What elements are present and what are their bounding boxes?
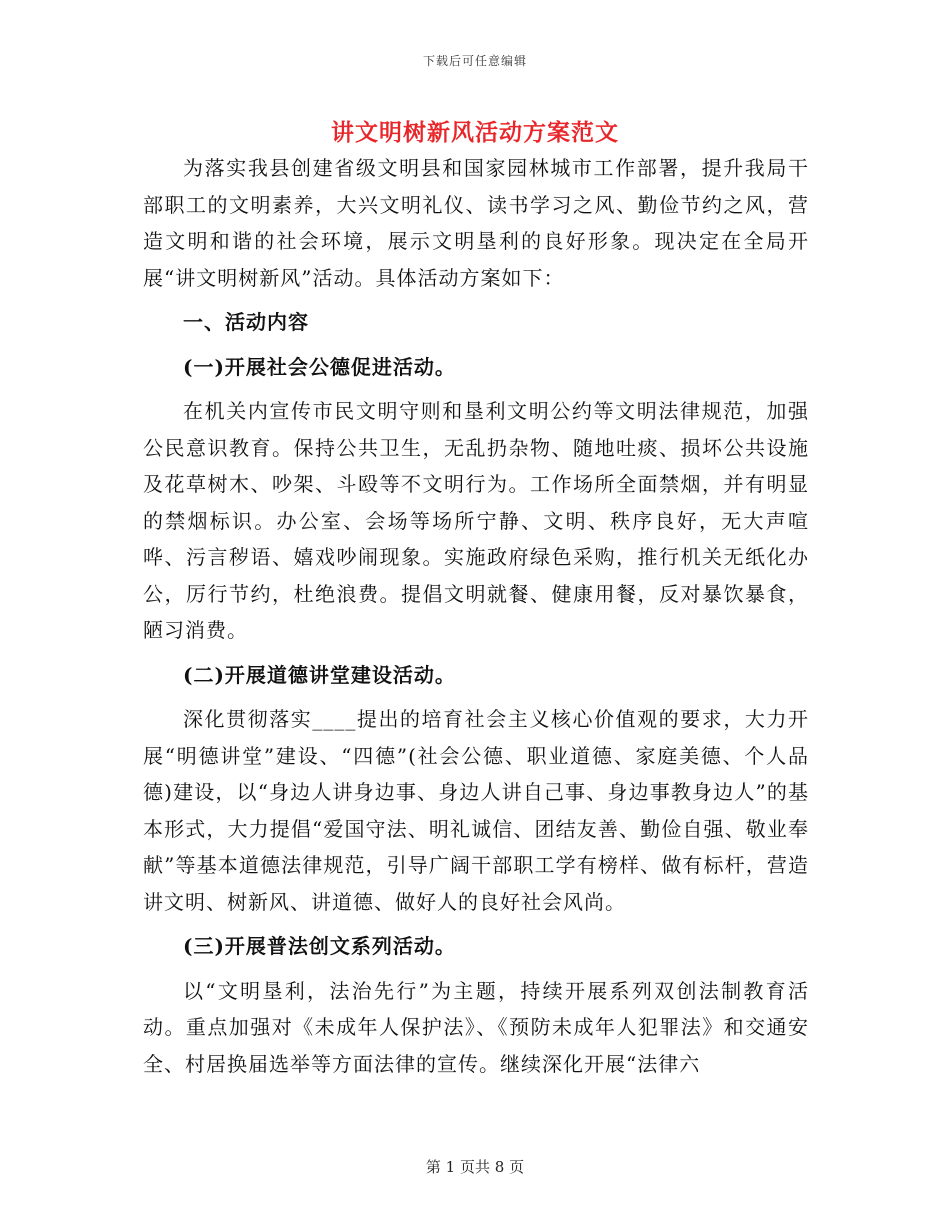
subsection-body-2: 深化贯彻落实____提出的培育社会主义核心价值观的要求，大力开展“明德讲堂”建设、“四德”(社会公德、职业道德、家庭美德、个人品德)建设，以“身边人讲身边事、身边人讲自己事、身边事教身边人”的基本形式，大力提倡“爱国守法、明礼诚信、团结友善、勤俭自强、敬业奉献”等基本道德法律规范，引导广阔干部职工学有榜样、做有标杆，营造讲文明、树新风、讲道德、做好人的良好社会风尚。 <box>143 707 809 914</box>
subsection-body-3: 以“文明垦利，法治先行”为主题，持续开展系列双创法制教育活动。重点加强对《未成年人保护法》、《预防未成年人犯罪法》和交通安全、村居换届选举等方面法律的宣传。继续深化开展“法律六 <box>143 978 809 1076</box>
subsection-body-1: 在机关内宣传市民文明守则和垦利文明公约等文明法律规范，加强公民意识教育。保持公共卫生，无乱扔杂物、随地吐痰、损坏公共设施及花草树木、吵架、斗殴等不文明行为。工作场所全面禁烟，并有明显的禁烟标识。办公室、会场等场所宁静、文明、秩序良好，无大声喧哗、污言秽语、嬉戏吵闹现象。实施政府绿色采购，推行机关无纸化办公，厉行节约，杜绝浪费。提倡文明就餐、健康用餐，反对暴饮暴食，陋习消费。 <box>143 399 809 642</box>
intro-paragraph: 为落实我县创建省级文明县和国家园林城市工作部署，提升我局干部职工的文明素养，大兴文明礼仪、读书学习之风、勤俭节约之风，营造文明和谐的社会环境，展示文明垦利的良好形象。现决定在全局开展“讲文明树新风”活动。具体活动方案如下： <box>143 156 809 290</box>
document-title: 讲文明树新风活动方案范文 <box>331 119 619 146</box>
subsection-heading-2: (二)开展道德讲堂建设活动。 <box>183 662 456 687</box>
page-header: 下载后可任意编辑 <box>422 54 527 68</box>
section-heading-1: 一、活动内容 <box>183 310 309 334</box>
subsection-heading-1: (一)开展社会公德促进活动。 <box>183 354 456 379</box>
page-number: 第 1 页共 8 页 <box>425 1158 525 1176</box>
subsection-heading-3: (三)开展普法创文系列活动。 <box>183 934 456 958</box>
document-body <box>143 150 809 1082</box>
